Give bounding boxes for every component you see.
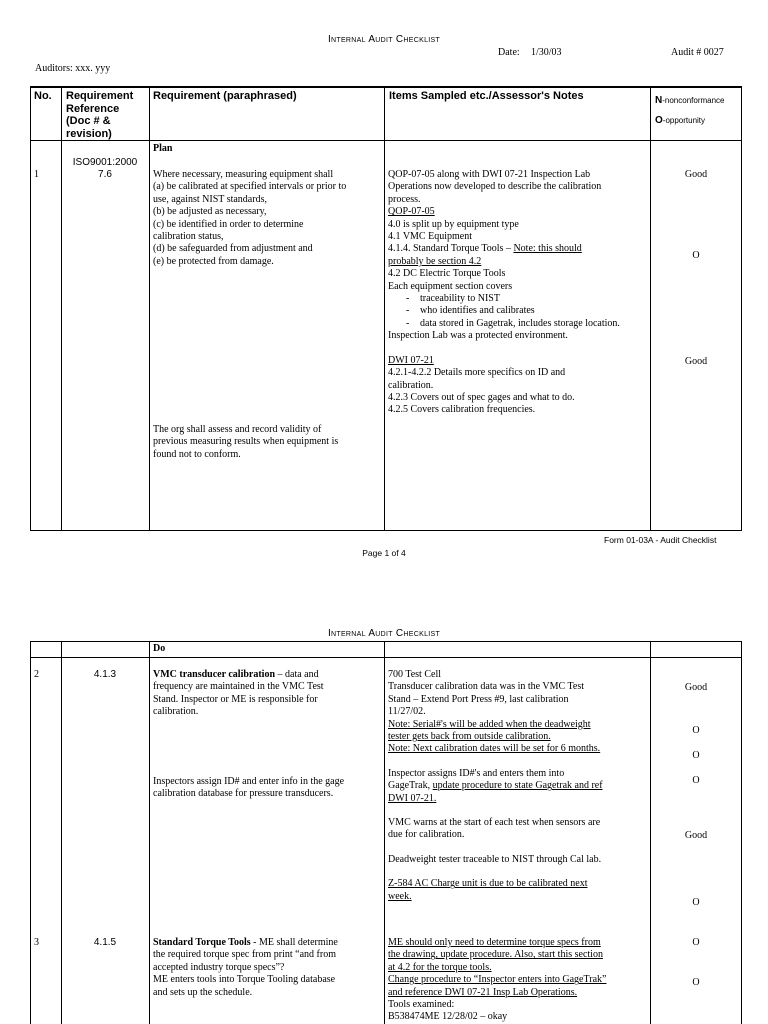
requirement-line: (c) be identified in order to determine [153,218,304,230]
note-line: Each equipment section covers [388,280,513,292]
note-line: Stand – Extend Port Press #9, last calibration [388,693,569,705]
page-number: Page 1 of 4 [362,548,406,558]
row3-number: 3 [34,937,39,948]
row1-notes: QOP-07-05 along with DWI 07-21 Inspection Lab Operations now developed to describe the calibration process. QOP-07-05 4.0 is split up by equipment type 4.1 VMC Equipment 4.1.4. Standard Torque Tools – Note: this should probably be section 4.2 4.2 DC Electric Torque Tools Each equipment section covers - traceability to NIST - who identifies and calibrates - data stored in Gagetrak, includes storage location. Inspection Lab was a protected environment. DWI 07-21 4.2.1-4.2.2 Details more specifics on ID and calibration. 4.2.3 Covers out of spec gages and what to do. 4.2.5 Covers calibration frequencies. [388,169,648,417]
row3-requirement: Standard Torque Tools - ME shall determine the required torque spec from print “and from accepted industry torque specs”? ME enters tools into Torque Tooling database and sets up the schedule. [153,937,338,998]
note-line: process. [388,193,421,205]
row2-status-o-2: O [692,750,700,761]
audit-number: Audit # 0027 [671,47,724,58]
row2-requirement-id [153,776,383,801]
note-line: 4.2.5 Covers calibration frequencies. [388,404,536,416]
date-label: Date: [498,47,520,58]
requirement-line: (d) be safeguarded from adjustment and [153,243,313,255]
row2-status-o-4: O [692,897,700,908]
note-line: 11/27/02. [388,706,426,718]
note-line: 4.2 DC Electric Torque Tools [388,268,506,280]
requirement-line: calibration status, [153,231,224,243]
row3-notes: ME should only need to determine torque specs from the drawing, update procedure. Also, start this section at 4.2 for the torque tools. Change procedure to “Inspector enters into GageTrak” and reference DWI 07-21 Insp Lab Operations. Tools examined: B538474ME 12/28/02 – okay [388,937,607,1023]
row1-status-good-2: Good [684,356,708,367]
bullet-marker: - [406,293,410,305]
row3-status-o-2: O [692,977,700,988]
requirement-line: found not to conform. [153,448,241,460]
bullet-marker: - [406,305,410,317]
section-do: Do [153,643,166,654]
requirement-line: previous measuring results when equipment is [153,436,339,448]
row1-status-good: Good [684,169,708,180]
date-value: 1/30/03 [531,47,562,58]
header-status: N-nonconformance O-opportunity [655,95,725,126]
row2-notes: 700 Test Cell Transducer calibration data was in the VMC Test Stand – Extend Port Press #9, last calibration 11/27/02. Note: Serial#'s will be added when the deadweight tester gets back from outside calibration. Note: Next calibration dates will be set for 6 months. Inspector assigns ID#'s and enters them into GageTrak, update procedure to state Gagetrak and ref DWI 07-21. VMC warns at the start of each test when sensors are due for calibration. Deadweight tester traceable to NIST through Cal lab. Z-584 AC Charge unit is due to be calibrated next week. [388,669,648,903]
note-line: 4.2.3 Covers out of spec gages and what to do. [388,391,575,403]
auditors: Auditors: xxx. yyy [35,63,111,74]
row2-status-good-2: Good [684,830,708,841]
header-reference: Requirement Reference (Doc # & revision) [66,90,134,140]
requirement-line: (b) be adjusted as necessary, [153,206,267,218]
note-line: calibration. [388,379,434,391]
row3-status-o-1: O [692,937,700,948]
row2-status-o-1: O [692,725,700,736]
row1-reference: ISO9001:2000 7.6 [72,157,138,180]
note-line: QOP-07-05 along with DWI 07-21 Inspection Lab [388,169,591,180]
row2-reference: 4.1.3 [93,669,117,680]
requirement-line: The org shall assess and record validity of [153,424,322,435]
row2-status-o-3: O [692,775,700,786]
form-id: Form 01-03A - Audit Checklist [604,535,717,545]
requirement-line: Where necessary, measuring equipment shall [153,169,334,180]
note-line: 4.0 is split up by equipment type [388,218,519,230]
page2-title: Internal Audit Checklist [327,628,441,639]
row1-status-o: O [692,250,700,261]
requirement-line: Inspectors assign ID# and enter info in the gage [153,776,345,787]
row2-status-good: Good [684,682,708,693]
note-line: 4.2.1-4.2.2 Details more specifics on ID and [388,367,566,379]
requirement-line: (a) be calibrated at specified intervals or prior to [153,181,347,193]
requirement-line: use, against NIST standards, [153,193,267,205]
requirement-line: calibration database for pressure transducers. [153,788,334,800]
bullet-marker: - [406,317,410,329]
note-line: 700 Test Cell [388,669,442,680]
bullet-item: - who identifies and calibrates [406,305,535,317]
header-requirement: Requirement (paraphrased) [153,90,297,102]
requirement-line: (e) be protected from damage. [153,255,274,267]
row1-number: 1 [34,169,39,180]
bullet-item: - traceability to NIST [406,293,500,305]
header-notes: Items Sampled etc./Assessor's Notes [389,90,584,102]
row2-number: 2 [34,669,39,680]
header-no: No. [34,90,52,102]
section-plan: Plan [153,143,173,154]
row1-requirement-validity [153,424,383,461]
row3-reference: 4.1.5 [93,937,117,948]
row1-requirement [153,169,383,268]
page1-title: Internal Audit Checklist [327,34,441,45]
note-line: 4.1 VMC Equipment [388,231,472,243]
bullet-item: - data stored in Gagetrak, includes storage location. [406,317,620,329]
row2-requirement: VMC transducer calibration – data and frequency are maintained in the VMC Test Stand. Inspector or ME is responsible for calibration. [153,669,324,718]
note-line: Transducer calibration data was in the VMC Test [388,681,585,693]
note-line: Operations now developed to describe the calibration [388,181,602,193]
